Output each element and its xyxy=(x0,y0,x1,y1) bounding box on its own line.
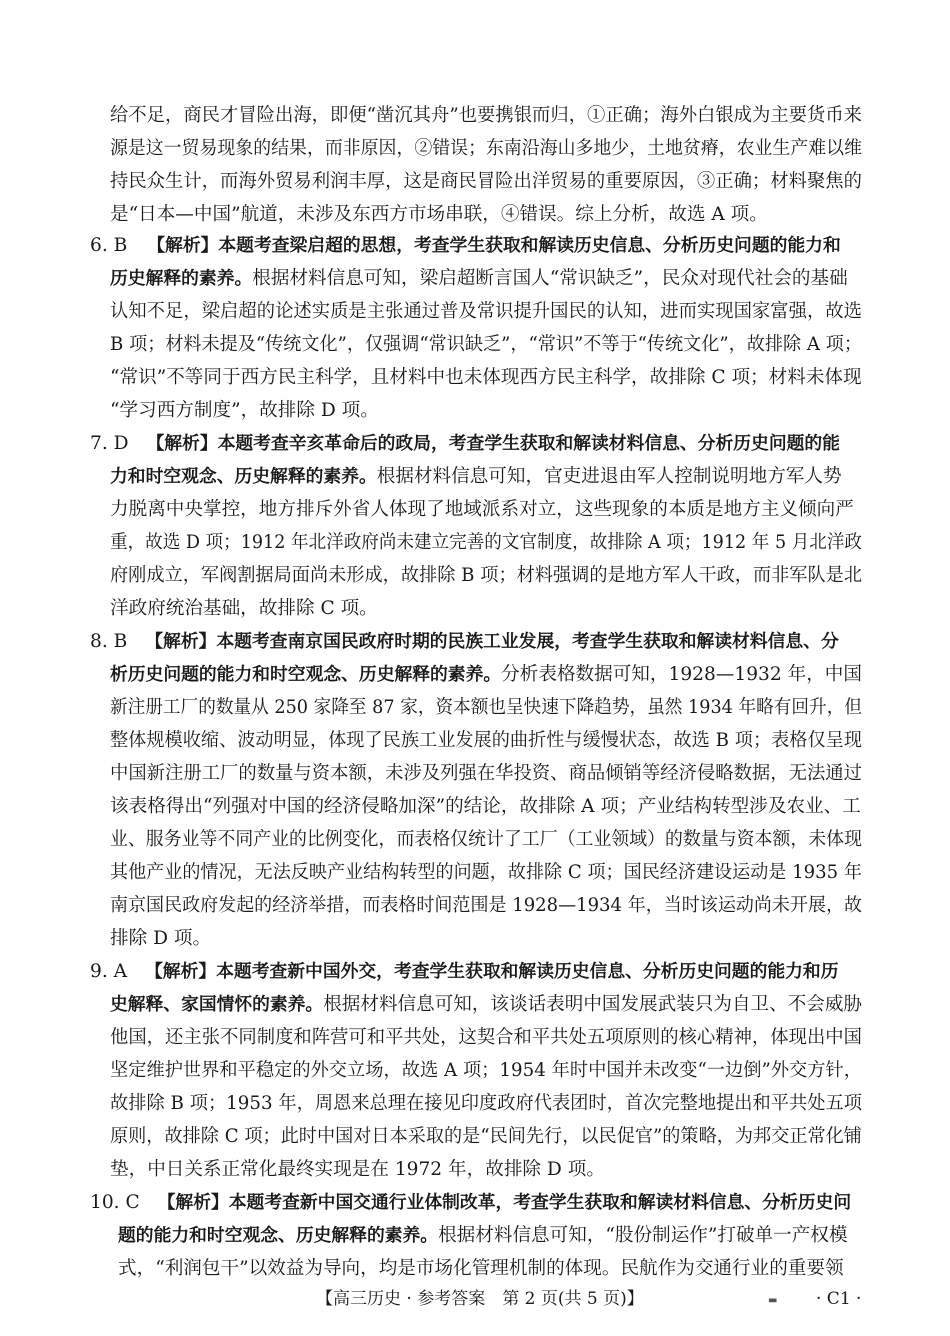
text-line: 垫，中日关系正常化最终实现是在 1972 年，故排除 D 项。 xyxy=(110,1159,605,1180)
text-line: 府刚成立，军阀割据局面尚未形成，故排除 B 项；材料强调的是地方军人干政，而非军队是北 xyxy=(110,565,863,586)
analysis-heading: 【解析】本题考查南京国民政府时期的民族工业发展，考查学生获取和解读材料信息、分 xyxy=(145,631,839,652)
text-line: 根据材料信息可知，该谈话表明中国发展武装只为自卫、不会威胁 xyxy=(323,994,863,1015)
analysis-heading: 【解析】本题考查新中国交通行业体制改革，考查学生获取和解读材料信息、分析历史问 xyxy=(157,1192,852,1213)
analysis-heading: 题的能力和时空观念、历史解释的素养。 xyxy=(118,1225,439,1246)
text-line: 南京国民政府发起的经济举措，而表格时间范围是 1928—1934 年，当时该运动尚未开展，故 xyxy=(110,895,863,916)
footer-page-info: 【高三历史 · 参考答案 第 2 页(共 5 页)】 xyxy=(316,1289,644,1309)
text-line: 式，“利润包干”以效益为导向，均是市场化管理机制的体现。民航作为交通行业的重要领 xyxy=(118,1258,844,1279)
text-line: 他国，还主张不同制度和阵营可和平共处，这契合和平共处五项原则的核心精神，体现出中国 xyxy=(110,1027,862,1048)
text-line: B 项；材料未提及“传统文化”，仅强调“常识缺乏”，“常识”不等于“传统文化”，故排除 A 项； xyxy=(110,334,862,355)
analysis-heading: 析历史问题的能力和时空观念、历史解释的素养。 xyxy=(110,664,502,685)
text-line: “学习西方制度”，故排除 D 项。 xyxy=(110,400,379,421)
text-line: 根据材料信息可知，“股份制运作”打破单一产权模 xyxy=(438,1225,848,1246)
text-line: 根据材料信息可知，官吏进退由军人控制说明地方军人势 xyxy=(376,466,842,487)
text-line: 整体规模收缩、波动明显，体现了民族工业发展的曲折性与缓慢状态，故选 B 项；表格仅呈现 xyxy=(110,730,863,751)
text-line: 认知不足，梁启超的论述实质是主张通过普及常识提升国民的认知，进而实现国家富强，故选 xyxy=(110,301,862,322)
text-line: 坚定维护世界和平稳定的外交立场，故选 A 项；1954 年时中国并未改变“一边倒”外交方针， xyxy=(110,1060,862,1081)
text-line: 中国新注册工厂的数量与资本额，未涉及列强在华投资、商品倾销等经济侵略数据，无法通过 xyxy=(110,763,862,784)
question-number: 6. B xyxy=(90,235,128,256)
analysis-heading: 【解析】本题考查辛亥革命后的政局，考查学生获取和解读材料信息、分析历史问题的能 xyxy=(146,433,840,454)
text-line: 重，故选 D 项；1912 年北洋政府尚未建立完善的文官制度，故排除 A 项；1912 年 5 月北洋政 xyxy=(110,532,863,553)
question-number: 7. D xyxy=(90,433,129,454)
text-line: “常识”不等同于西方民主科学，且材料中也未体现西方民主科学，故排除 C 项；材料未体现 xyxy=(110,367,862,388)
text-line: 持民众生计，而海外贸易利润丰厚，这是商民冒险出洋贸易的重要原因，③正确；材料聚焦的 xyxy=(110,171,862,192)
analysis-heading: 【解析】本题考查新中国外交，考查学生获取和解读历史信息、分析历史问题的能力和历 xyxy=(145,961,839,982)
question-number: 8. B xyxy=(90,631,128,652)
analysis-heading: 力和时空观念、历史解释的素养。 xyxy=(110,466,377,487)
text-line: 是“日本—中国”航道，未涉及东西方市场串联，④错误。综上分析，故选 A 项。 xyxy=(110,204,768,225)
text-line: 新注册工厂的数量从 250 家降至 87 家，资本额也呈快速下降趋势，虽然 1934 年略有回升，但 xyxy=(110,697,862,718)
footer-code: · C1 · xyxy=(816,1289,862,1309)
text-line: 力脱离中央掌控，地方排斥外省人体现了地域派系对立，这些现象的本质是地方主义倾向严 xyxy=(110,499,854,520)
text-line: 原则，故排除 C 项；此时中国对日本采取的是“民间先行，以民促官”的策略，为邦交正常化铺 xyxy=(110,1126,862,1147)
analysis-heading: 【解析】本题考查梁启超的思想，考查学生获取和解读历史信息、分析历史问题的能力和 xyxy=(147,235,841,256)
analysis-heading: 史解释、家国情怀的素养。 xyxy=(110,994,324,1015)
text-line: 分析表格数据可知，1928—1932 年，中国 xyxy=(501,664,863,685)
question-number: 10. C xyxy=(90,1192,140,1213)
question-number: 9. A xyxy=(90,961,128,982)
text-line: 根据材料信息可知，梁启超断言国人“常识缺乏”，民众对现代社会的基础 xyxy=(252,268,848,289)
text-line: 洋政府统治基础，故排除 C 项。 xyxy=(110,598,378,619)
text-line: 源是这一贸易现象的结果，而非原因，②错误；东南沿海山多地少，土地贫瘠，农业生产难以维 xyxy=(110,138,862,159)
text-line: 故排除 B 项；1953 年，周恩来总理在接见印度政府代表团时，首次完整地提出和平共处五项 xyxy=(110,1093,862,1114)
text-line: 其他产业的情况，无法反映产业结构转型的问题，故排除 C 项；国民经济建设运动是 1935 年 xyxy=(110,862,862,883)
text-line: 业、服务业等不同产业的比例变化，而表格仅统计了工厂（工业领域）的数量与资本额，未体现 xyxy=(110,829,862,850)
footer-mark: ▬ xyxy=(768,1295,778,1306)
text-line: 该表格得出“列强对中国的经济侵略加深”的结论，故排除 A 项；产业结构转型涉及农业、工 xyxy=(110,796,861,817)
text-line: 排除 D 项。 xyxy=(110,928,212,949)
analysis-heading: 历史解释的素养。 xyxy=(110,268,253,289)
text-line: 给不足，商民才冒险出海，即便“凿沉其舟”也要携银而归，①正确；海外白银成为主要货币来 xyxy=(110,105,863,126)
